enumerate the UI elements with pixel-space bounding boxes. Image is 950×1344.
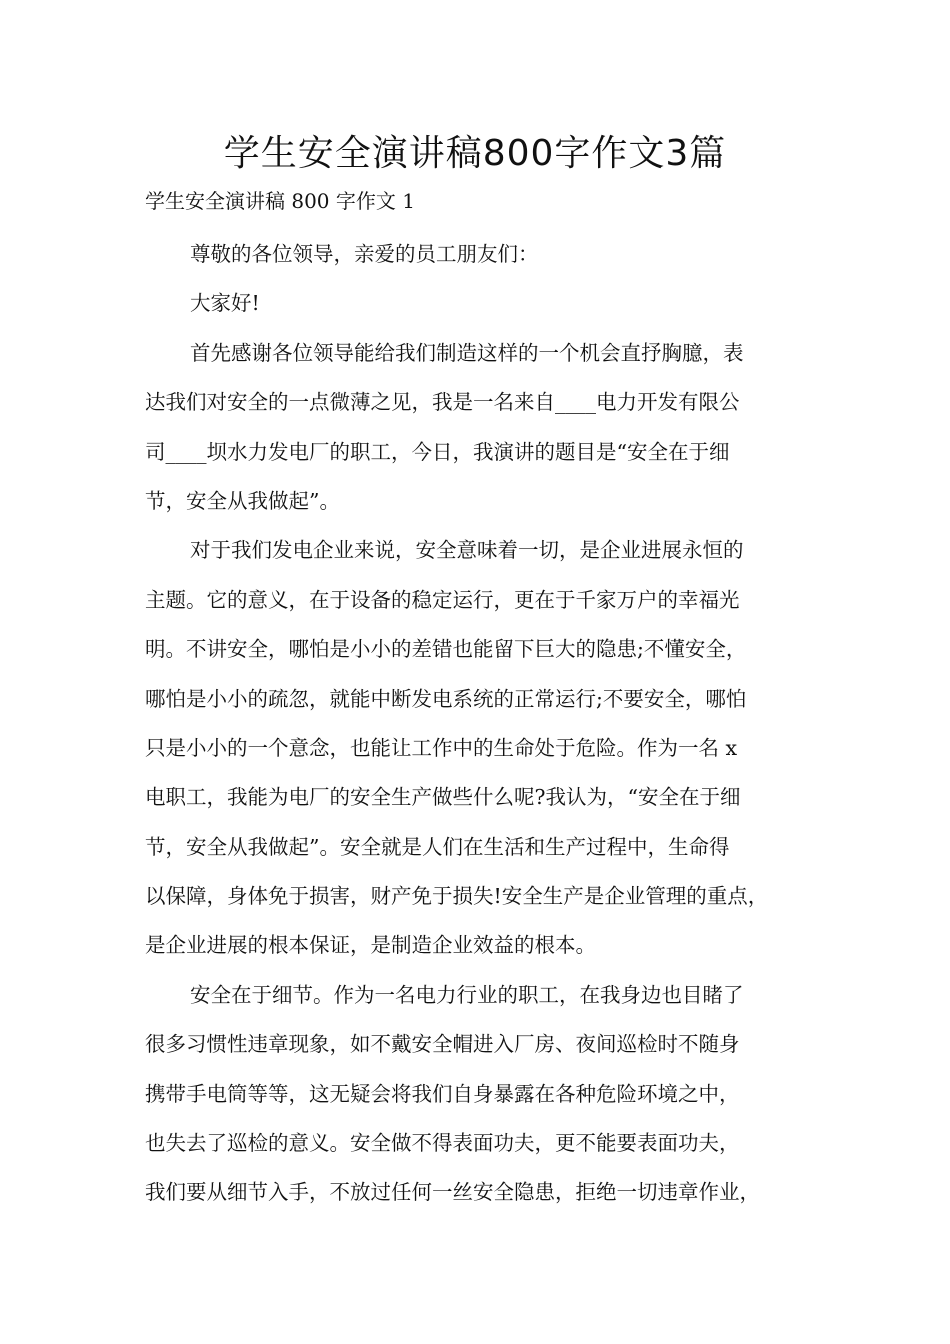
paragraph-line: 电职工，我能为电厂的安全生产做些什么呢?我认为，“安全在于细	[145, 785, 741, 810]
document-body	[145, 230, 825, 1218]
paragraph-line: 以保障，身体免于损害，财产免于损失!安全生产是企业管理的重点，	[145, 884, 769, 909]
paragraph-line: 携带手电筒等等，这无疑会将我们自身暴露在各种危险环境之中，	[145, 1081, 740, 1106]
salutation-line: 尊敬的各位领导，亲爱的员工朋友们：	[190, 242, 539, 266]
paragraph-line: 哪怕是小小的疏忽，就能中断发电系统的正常运行;不要安全，哪怕	[145, 686, 747, 711]
paragraph-line: 节，安全从我做起”。安全就是人们在生活和生产过程中，生命得	[145, 834, 730, 859]
paragraph-line: 很多习惯性违章现象，如不戴安全帽进入厂房、夜间巡检时不随身	[145, 1032, 740, 1057]
paragraph-line: 我们要从细节入手，不放过任何一丝安全隐患，拒绝一切违章作业，	[145, 1180, 760, 1205]
paragraph-line: 明。不讲安全，哪怕是小小的差错也能留下巨大的隐患;不懂安全，	[145, 637, 747, 662]
paragraph-line: 达我们对安全的一点微薄之见，我是一名来自____电力开发有限公	[145, 390, 740, 415]
paragraph-line: 对于我们发电企业来说，安全意味着一切，是企业进展永恒的	[190, 538, 744, 563]
paragraph-line: 只是小小的一个意念，也能让工作中的生命处于危险。作为一名 x	[145, 735, 738, 760]
paragraph-line: 首先感谢各位领导能给我们制造这样的一个机会直抒胸臆，表	[190, 340, 744, 365]
paragraph-line: 节，安全从我做起”。	[145, 488, 340, 513]
document-title: 学生安全演讲稿800字作文3篇	[223, 133, 727, 174]
paragraph-line: 主题。它的意义，在于设备的稳定运行，更在于千家万户的幸福光	[145, 587, 740, 612]
document-subtitle: 学生安全演讲稿 800 字作文 1	[145, 189, 415, 213]
paragraph-line: 司____坝水力发电厂的职工，今日，我演讲的题目是“安全在于细	[145, 439, 730, 464]
greeting-line: 大家好!	[190, 291, 260, 316]
paragraph-line: 也失去了巡检的意义。安全做不得表面功夫，更不能要表面功夫，	[145, 1131, 740, 1156]
paragraph-line: 是企业进展的根本保证，是制造企业效益的根本。	[145, 933, 596, 958]
paragraph-line: 安全在于细节。作为一名电力行业的职工，在我身边也目睹了	[190, 982, 744, 1007]
